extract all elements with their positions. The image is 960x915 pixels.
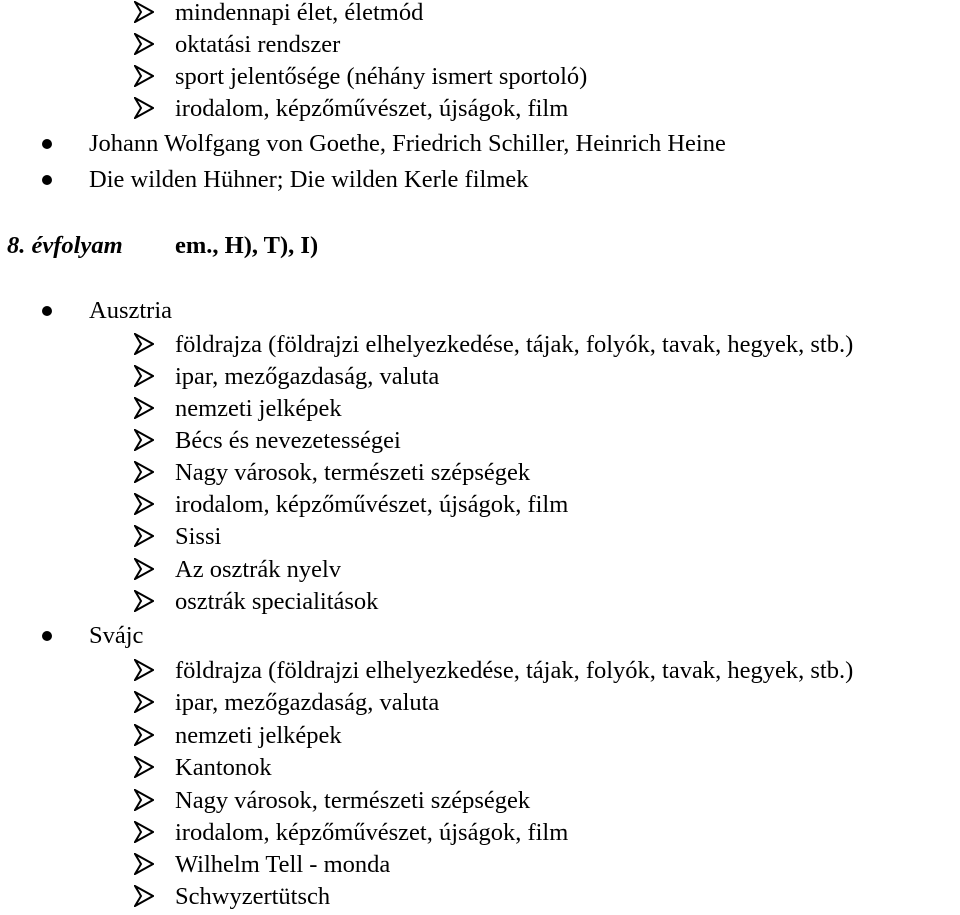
arrowhead-bullet-icon <box>134 756 154 778</box>
arrowhead-bullet-icon <box>134 493 154 515</box>
grade-label: 8. évfolyam <box>7 232 123 259</box>
arrowhead-bullet-icon <box>134 853 154 875</box>
arrowhead-bullet-icon <box>134 97 154 119</box>
arrowhead-bullet-icon <box>134 397 154 419</box>
arrowhead-bullet-icon <box>134 333 154 355</box>
arrowhead-bullet-icon <box>134 429 154 451</box>
arrowhead-bullet-icon <box>134 65 154 87</box>
round-bullet-icon <box>42 139 52 149</box>
arrowhead-bullet-icon <box>134 659 154 681</box>
arrowhead-bullet-icon <box>134 1 154 23</box>
round-bullet-icon <box>42 306 52 316</box>
round-bullet-icon <box>42 631 52 641</box>
round-bullet-icon <box>42 175 52 185</box>
arrowhead-bullet-icon <box>134 691 154 713</box>
arrowhead-bullet-icon <box>134 365 154 387</box>
arrowhead-bullet-icon <box>134 590 154 612</box>
arrowhead-bullet-icon <box>134 461 154 483</box>
section-heading <box>7 229 319 263</box>
arrowhead-bullet-icon <box>134 724 154 746</box>
arrowhead-bullet-icon <box>134 33 154 55</box>
arrowhead-bullet-icon <box>134 789 154 811</box>
arrowhead-bullet-icon <box>134 885 154 907</box>
skill-codes: em., H), T), I) <box>175 232 319 259</box>
arrowhead-bullet-icon <box>134 558 154 580</box>
arrowhead-bullet-icon <box>134 525 154 547</box>
arrowhead-bullet-icon <box>134 821 154 843</box>
